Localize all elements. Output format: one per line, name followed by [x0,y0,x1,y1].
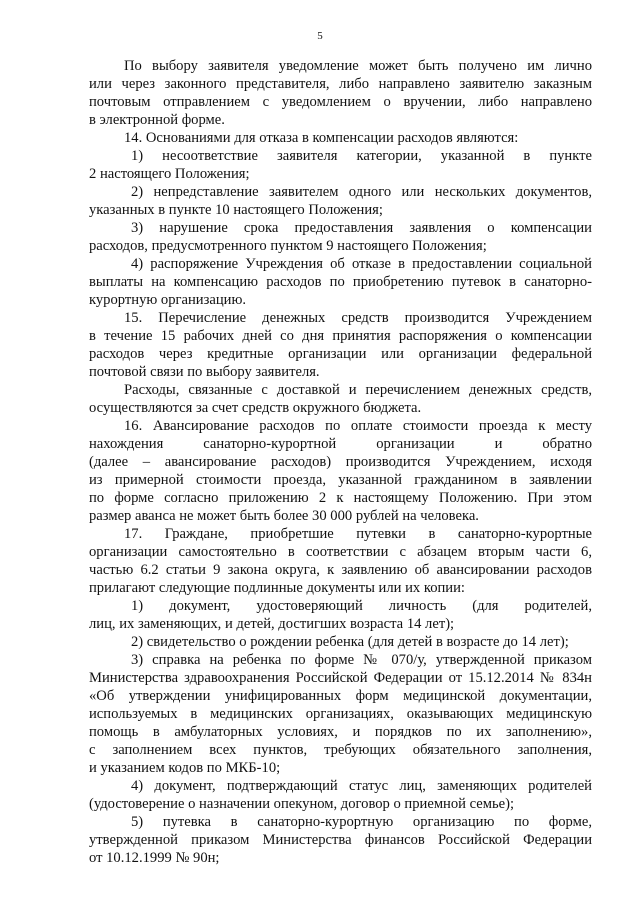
paragraph [89,633,592,651]
paragraph [89,597,592,633]
text-line: 4) документ, подтверждающий статус лиц, заменяющих родителей [131,778,592,794]
text-line: 14. Основаниями для отказа в компенсации расходов являются: [124,130,519,146]
text-line: 1) несоответствие заявителя категории, указанной в пункте [131,148,592,164]
paragraph [89,129,592,147]
text-line: расходов, предусмотренного пунктом 9 настоящего Положения; [89,238,487,254]
text-line: 5) путевка в санаторно-курортную организацию по форме, [131,814,592,830]
paragraph [89,381,592,417]
text-line: нахождения санаторно-курортной организации и обратно [89,436,592,452]
text-line: указанных в пункте 10 настоящего Положения; [89,202,383,218]
text-line: частью 6.2 статьи 9 закона округа, к заявлению об авансировании расходов [89,562,592,578]
text-line: 3) нарушение срока предоставления заявления о компенсации [131,220,592,236]
text-line: 4) распоряжение Учреждения об отказе в предоставлении социальной [131,256,592,272]
text-line: 3) справка на ребенка по форме № 070/у, утвержденной приказом [131,652,592,668]
text-line: 1) документ, удостоверяющий личность (для родителей, [131,598,592,614]
text-line: Министерства здравоохранения Российской Федерации от 15.12.2014 № 834н [89,670,592,686]
paragraph [89,309,592,381]
text-line: с заполнением всех пунктов, требующих обязательного заполнения, [89,742,592,758]
paragraph [89,777,592,813]
text-line: в течение 15 рабочих дней со дня принятия распоряжения о компенсации [89,328,592,344]
paragraph [89,255,592,309]
text-line: 15. Перечисление денежных средств производится Учреждением [124,310,592,326]
text-line: расходов через кредитные организации или организации федеральной [89,346,592,362]
text-line: утвержденной приказом Министерства финансов Российской Федерации [89,832,592,848]
text-line: по форме согласно приложению 2 к настоящему Положению. При этом [89,490,592,506]
text-line: почтовым отправлением с уведомлением о вручении, либо направлено [89,94,592,110]
text-line: в электронной форме. [89,112,225,128]
text-line: (далее – авансирование расходов) производится Учреждением, исходя [89,454,592,470]
text-line: организации самостоятельно в соответствии с абзацем вторым части 6, [89,544,592,560]
paragraph [89,57,592,129]
text-line: прилагают следующие подлинные документы или их копии: [89,580,465,596]
text-line: помощь в амбулаторных условиях, и порядков по их заполнению», [89,724,592,740]
text-line: курортную организацию. [89,292,247,308]
paragraph [89,651,592,777]
text-line: 2) непредставление заявителем одного или нескольких документов, [131,184,592,200]
text-line: 16. Авансирование расходов по оплате стоимости проезда к месту [124,418,592,434]
text-line: 17. Граждане, приобретшие путевки в санаторно-курортные [124,526,592,542]
text-line: лиц, их заменяющих, и детей, достигших возраста 14 лет); [89,616,455,632]
paragraph [89,525,592,597]
paragraph [89,147,592,183]
text-line: или через законного представителя, либо направлено заявителю заказным [89,76,592,92]
text-line: (удостоверение о назначении опекуном, договор о приемной семье); [89,796,515,812]
text-line: из примерной стоимости проезда, указанной гражданином в заявлении [89,472,592,488]
paragraph [89,813,592,867]
text-line: 2) свидетельство о рождении ребенка (для детей в возрасте до 14 лет); [131,634,569,650]
paragraph [89,219,592,255]
text-line: «Об утверждении унифицированных форм медицинской документации, [89,688,592,704]
text-line: почтовой связи по выбору заявителя. [89,364,320,380]
text-line: осуществляются за счет средств окружного бюджета. [89,400,422,416]
text-line: от 10.12.1999 № 90н; [89,850,220,866]
document-body [89,57,592,867]
paragraph [89,417,592,525]
page-number: 5 [317,30,323,42]
text-line: и указанием кодов по МКБ-10; [89,760,281,776]
text-line: 2 настоящего Положения; [89,166,250,182]
paragraph [89,183,592,219]
text-line: Расходы, связанные с доставкой и перечислением денежных средств, [124,382,592,398]
text-line: размер аванса не может быть более 30 000 рублей на человека. [89,508,479,524]
text-line: используемых в медицинских организациях, оказывающих медицинскую [89,706,592,722]
text-line: выплаты на компенсацию расходов по приобретению путевок в санаторно- [89,274,592,290]
text-line: По выбору заявителя уведомление может быть получено им лично [124,58,592,74]
